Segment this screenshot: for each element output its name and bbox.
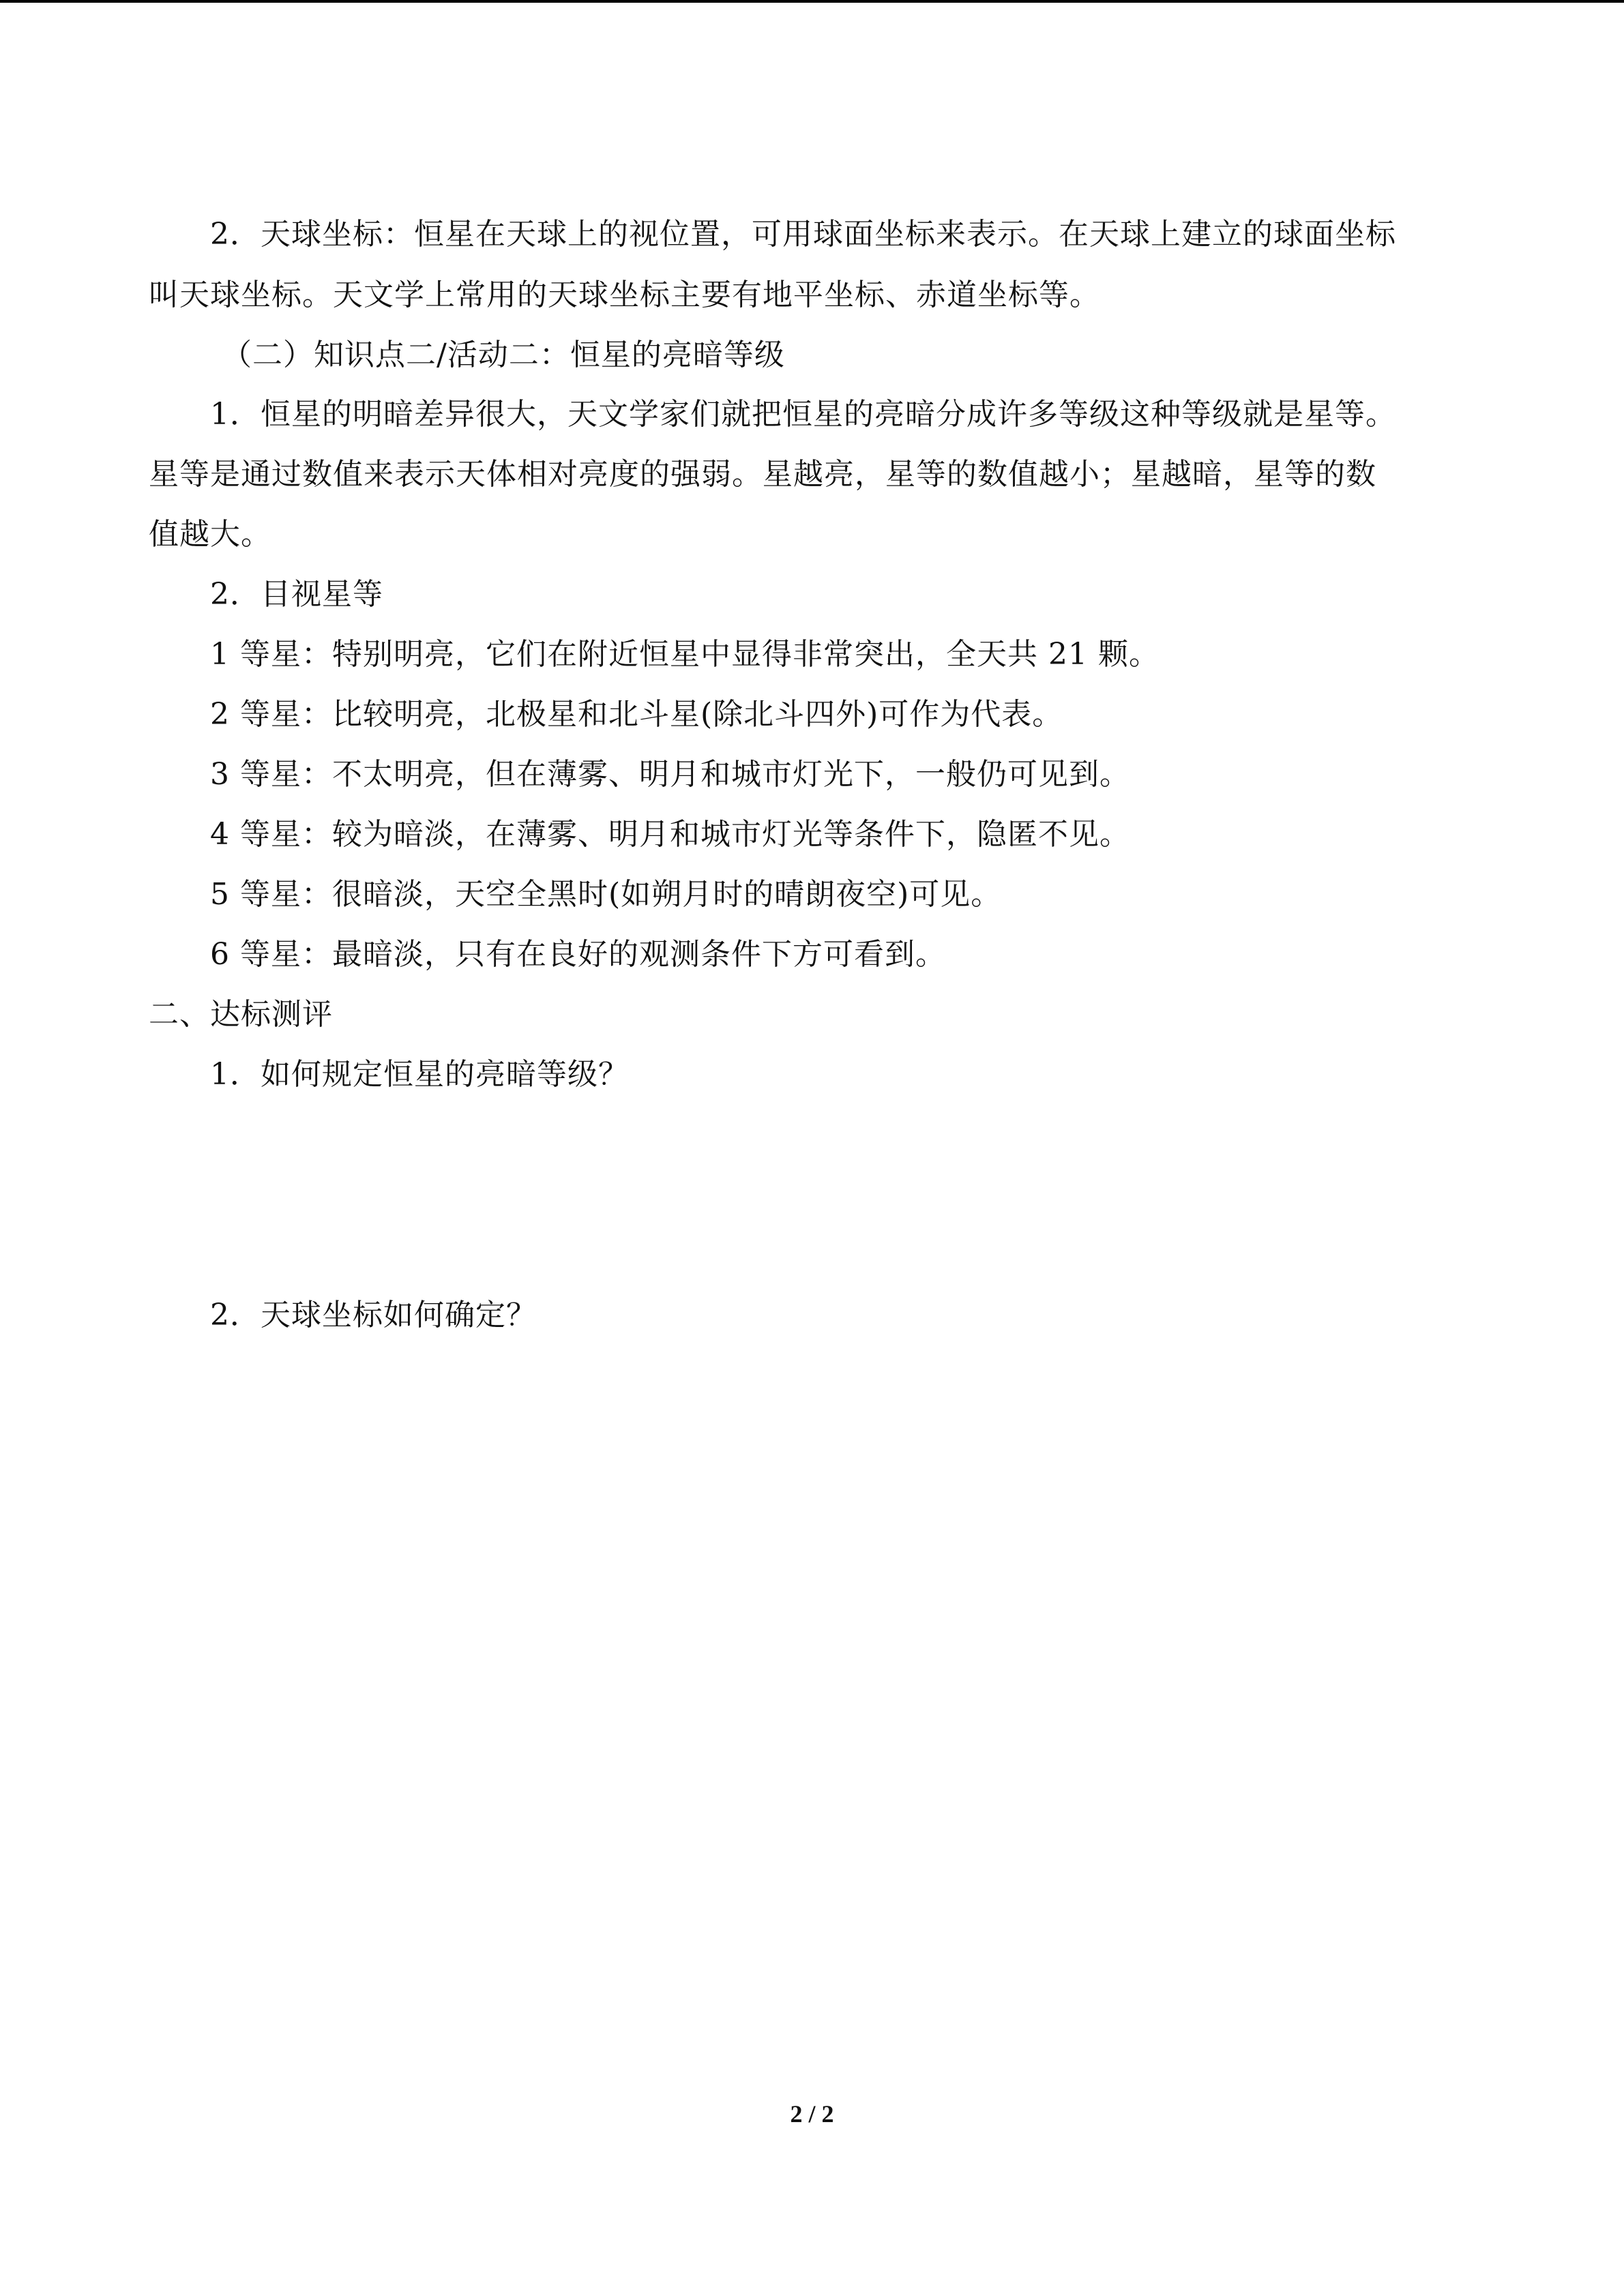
- magnitude-item: 2 等星：比较明亮，北极星和北斗星(除北斗四外)可作为代表。: [210, 697, 1063, 732]
- paragraph-celestial-coordinates-line-1: 2．天球坐标：恒星在天球上的视位置，可用球面坐标来表示。在天球上建立的球面坐标: [210, 217, 1396, 252]
- magnitude-item: 4 等星：较为暗淡，在薄雾、明月和城市灯光等条件下，隐匿不见。: [210, 817, 1130, 852]
- paragraph-magnitude-definition-line-2: 星等是通过数值来表示天体相对亮度的强弱。星越亮，星等的数值越小；星越暗，星等的数: [149, 457, 1376, 492]
- magnitude-item: 3 等星：不太明亮，但在薄雾、明月和城市灯光下，一般仍可见到。: [210, 757, 1130, 792]
- assessment-question: 2．天球坐标如何确定？: [210, 1298, 537, 1332]
- assessment-heading: 二、达标测评: [149, 997, 333, 1032]
- magnitude-item: 5 等星：很暗淡，天空全黑时(如朔月时的晴朗夜空)可见。: [210, 877, 1002, 912]
- paragraph-magnitude-definition-line-1: 1．恒星的明暗差异很大，天文学家们就把恒星的亮暗分成许多等级这种等级就是星等。: [210, 397, 1396, 432]
- magnitude-item: 1 等星：特别明亮，它们在附近恒星中显得非常突出，全天共 21 颗。: [210, 637, 1160, 672]
- paragraph-visual-magnitude-heading: 2．目视星等: [210, 577, 383, 612]
- section-heading-brightness-levels: （二）知识点二/活动二：恒星的亮暗等级: [222, 338, 785, 372]
- paragraph-celestial-coordinates-line-2: 叫天球坐标。天文学上常用的天球坐标主要有地平坐标、赤道坐标等。: [149, 278, 1100, 312]
- magnitude-item: 6 等星：最暗淡，只有在良好的观测条件下方可看到。: [210, 937, 946, 972]
- assessment-question: 1．如何规定恒星的亮暗等级？: [210, 1057, 629, 1092]
- paragraph-magnitude-definition-line-3: 值越大。: [149, 517, 271, 552]
- page-number: 2 / 2: [790, 2100, 834, 2128]
